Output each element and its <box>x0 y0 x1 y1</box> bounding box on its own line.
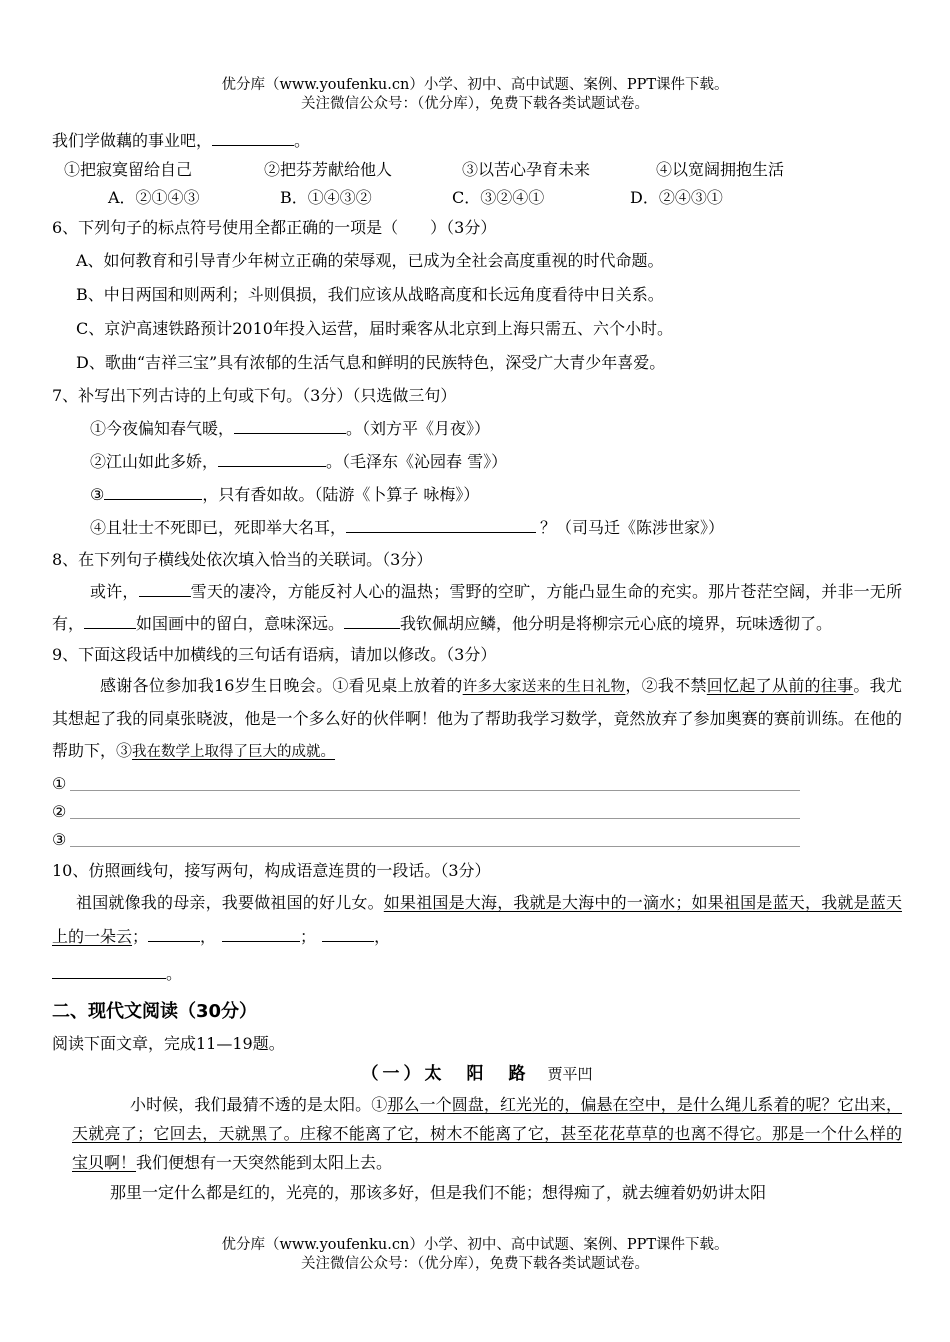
q10-blank-1[interactable] <box>148 923 200 942</box>
article-author: 贾平凹 <box>547 1065 593 1083</box>
article-underlined-1: 那么一个圆盘，红光光的，偏悬在空中，是什么绳儿系着的呢？它出来，天就亮了；它回去，天就黑了。庄稼不能离了它，树木不能离了它，甚至花花草草的也离不得它。那是一个什么样的宝贝啊！ <box>72 1095 902 1172</box>
q6-option-d: D、歌曲“吉祥三宝”具有浓郁的生活气息和鲜明的民族特色，深受广大青少年喜爱。 <box>76 353 666 372</box>
q6-stem: 6、下列句子的标点符号使用全都正确的一项是（ ）（3分） <box>52 218 497 237</box>
q9-passage: 感谢各位参加我16岁生日晚会。①看见桌上放着的许多大家送来的生日礼物，②我不禁回忆起了从前的往事。我尤其想起了我的同桌张晓波，他是一个多么好的伙伴啊！他为了帮助我学习数学，竟然放弃了参加奥赛的赛前训练。在他的帮助下，③我在数学上取得了巨大的成就。 <box>52 676 902 760</box>
q7-line-2: ②江山如此多娇， 。（毛泽东《沁园春 雪》） <box>52 445 902 478</box>
q8-blank-2[interactable] <box>84 610 136 629</box>
q9-answer-line-1[interactable]: ① <box>52 770 902 798</box>
q5-option-b: B．①④③② <box>280 188 372 207</box>
q7-stem: 7、补写出下列古诗的上句或下句。（3分）（只选做三句） <box>52 386 457 405</box>
footer-line-1: 优分库（www.youfenku.cn）小学、初中、高中试题、案例、PPT课件下载。 <box>221 1237 729 1253</box>
q6-option-a: A、如何教育和引导青少年树立正确的荣辱观，已成为全社会高度重视的时代命题。 <box>76 251 664 270</box>
q5-blank[interactable] <box>212 127 294 146</box>
q9-underlined-1: 许多大家送来的生日礼物 <box>462 679 626 695</box>
q9-underlined-2: 回忆起了从前的往事 <box>706 676 854 695</box>
q9-answer-line-3[interactable]: ③ <box>52 826 902 854</box>
q7-line-4: ④且壮士不死即已，死即举大名耳， ？（司马迁《陈涉世家》） <box>52 511 902 544</box>
q10-stem: 10、仿照画线句，接写两句，构成语意连贯的一段话。（3分） <box>52 861 491 880</box>
section-2-intro: 阅读下面文章，完成11—19题。 <box>52 1034 285 1053</box>
q5-item-1: ①把寂寞留给自己 <box>64 160 193 179</box>
page-footer <box>0 1236 950 1274</box>
q8-blank-3[interactable] <box>344 610 400 629</box>
q7-blank-4[interactable] <box>346 514 536 533</box>
q8-stem: 8、在下列句子横线处依次填入恰当的关联词。（3分） <box>52 550 433 569</box>
article-title: （一）太 阳 路 贾平凹 <box>361 1064 593 1084</box>
header-line-2: 关注微信公众号：（优分库），免费下载各类试题试卷。 <box>301 96 649 112</box>
q5-item-3: ③以苦心孕育未来 <box>462 160 591 179</box>
q10-underlined-model: 如果祖国是大海，我就是大海中的一滴水；如果祖国是蓝天，我就是蓝天上的一朵云 <box>52 893 902 946</box>
q10-passage: 祖国就像我的母亲，我要做祖国的好儿女。如果祖国是大海，我就是大海中的一滴水；如果祖国是蓝天，我就是蓝天上的一朵云； ， ； ， <box>52 893 902 946</box>
q5-options <box>52 184 902 212</box>
q5-item-2: ②把芬芳献给他人 <box>264 160 393 179</box>
q5-option-a: A．②①④③ <box>108 188 200 207</box>
q9-stem: 9、下面这段话中加横线的三句话有语病，请加以修改。（3分） <box>52 645 497 664</box>
page-header <box>0 76 950 114</box>
q7-line-3: ③ ，只有香如故。（陆游《卜算子 咏梅》） <box>52 478 902 511</box>
q10-blank-3[interactable] <box>322 923 374 942</box>
q5-item-4: ④以宽阔拥抱生活 <box>656 160 785 179</box>
article-paragraph-2: 那里一定什么都是红的，光亮的，那该多好，但是我们不能；想得痴了，就去缠着奶奶讲太阳 <box>110 1183 767 1202</box>
q9-underlined-3: 我在数学上取得了巨大的成就。 <box>132 744 336 760</box>
q7-line-1: ①今夜偏知春气暖， 。（刘方平《月夜》） <box>52 412 902 445</box>
document-body <box>52 126 902 1209</box>
q6-option-c: C、京沪高速铁路预计2010年投入运营，届时乘客从北京到上海只需五、六个小时。 <box>76 319 673 338</box>
footer-line-2: 关注微信公众号：（优分库），免费下载各类试题试卷。 <box>301 1256 649 1272</box>
q9-answer-line-2[interactable]: ② <box>52 798 902 826</box>
q8-passage: 或许， 雪天的凄冷，方能反衬人心的温热；雪野的空旷，方能凸显生命的充实。那片苍茫空阔，并非一无所有， 如国画中的留白，意味深远。 我钦佩胡应鳞，他分明是将柳宗元心底的境界，玩味透彻了。 <box>52 576 902 640</box>
q6-option-b: B、中日两国和则两利；斗则俱损，我们应该从战略高度和长远角度看待中日关系。 <box>76 285 664 304</box>
q10-last-line: 。 <box>52 954 902 990</box>
q5-option-c: C．③②④① <box>452 188 545 207</box>
q10-blank-4[interactable] <box>52 960 166 979</box>
q5-option-d: D．②④③① <box>630 188 723 207</box>
q7-blank-1[interactable] <box>234 415 346 434</box>
section-2-heading: 二、现代文阅读（30分） <box>52 1001 258 1022</box>
q5-items <box>52 156 902 184</box>
q7-blank-3[interactable] <box>104 481 202 500</box>
q5-stem: 我们学做藕的事业吧， 。 <box>52 126 902 156</box>
q10-blank-2[interactable] <box>222 923 300 942</box>
article-paragraph-1: 小时候，我们最猜不透的是太阳。①那么一个圆盘，红光光的，偏悬在空中，是什么绳儿系着的呢？它出来，天就亮了；它回去，天就黑了。庄稼不能离了它，树木不能离了它，甚至花花草草的也离不得它。那是一个什么样的宝贝啊！我们便想有一天突然能到太阳上去。 <box>72 1095 902 1172</box>
q8-blank-1[interactable] <box>139 578 191 597</box>
header-line-1: 优分库（www.youfenku.cn）小学、初中、高中试题、案例、PPT课件下载。 <box>221 77 729 93</box>
q7-blank-2[interactable] <box>218 448 326 467</box>
